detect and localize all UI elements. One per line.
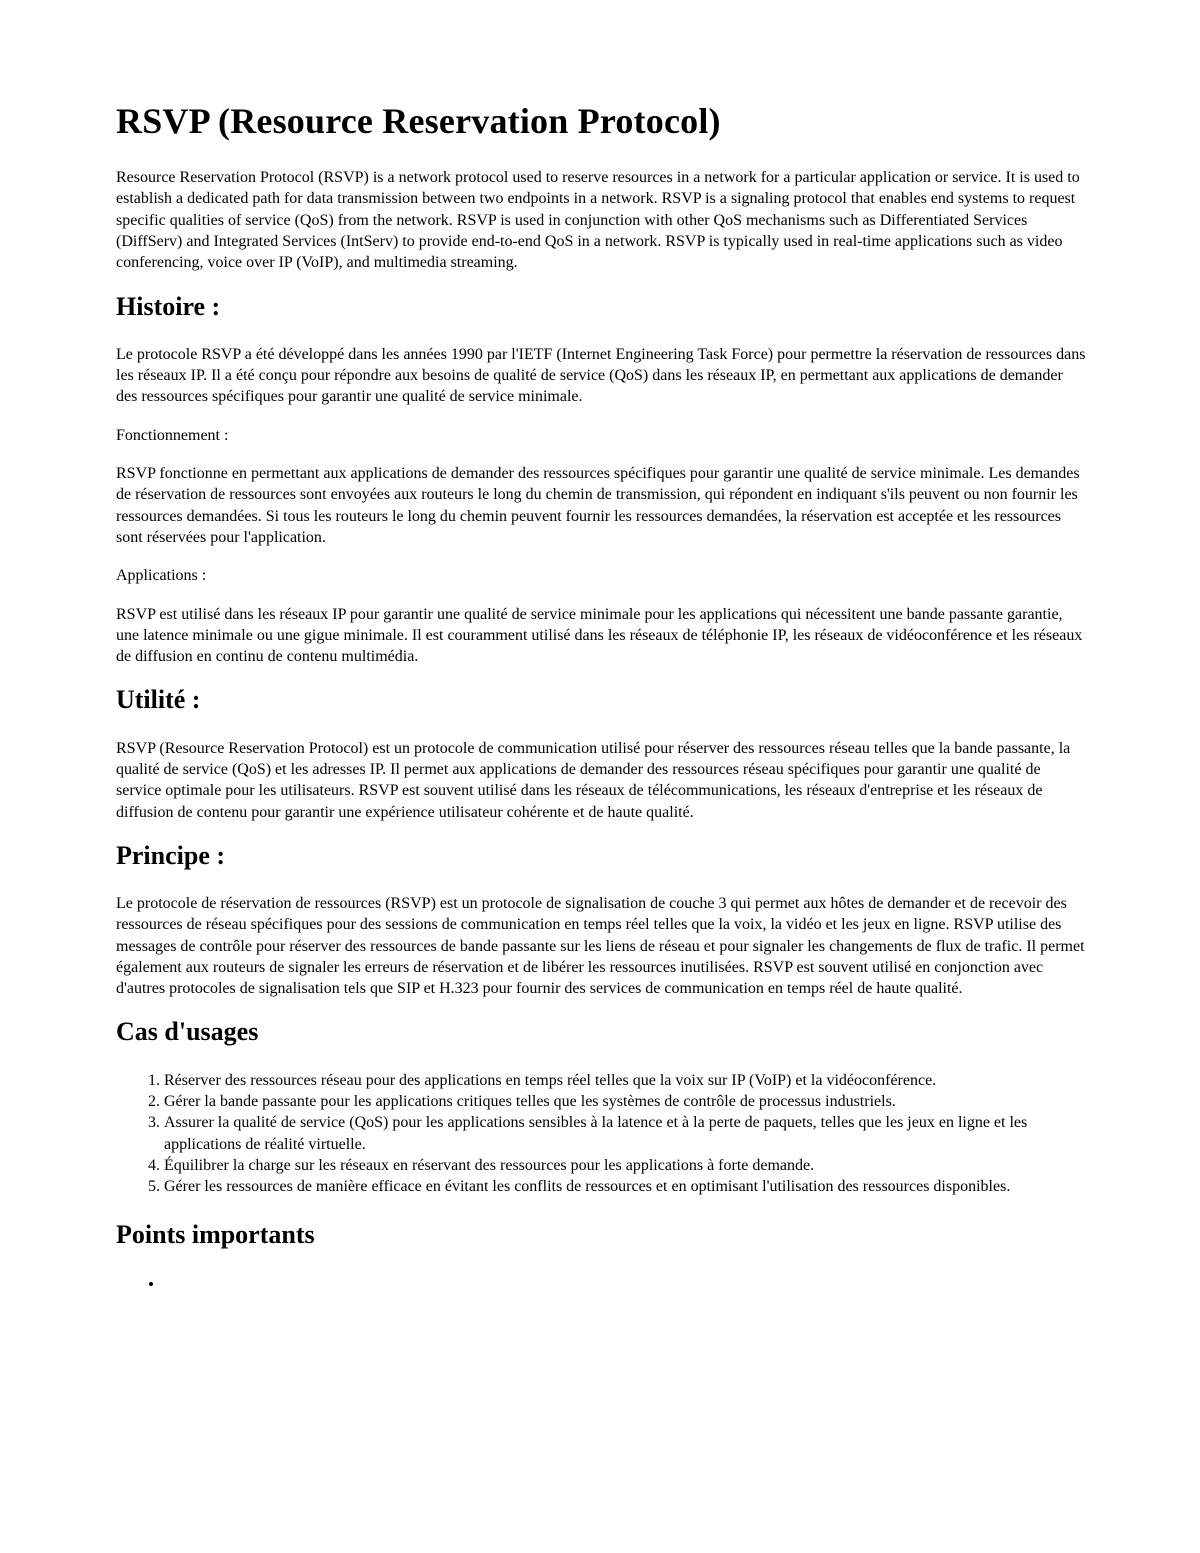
cas-usages-heading: Cas d'usages: [116, 1017, 259, 1047]
utilite-heading: Utilité :: [116, 685, 201, 715]
points-importants-list: [116, 1273, 1086, 1294]
applications-label: Applications :: [116, 567, 207, 585]
histoire-paragraph: Le protocole RSVP a été développé dans les années 1990 par l'IETF (Internet Engineering Task Force) pour permettre la réservation de ressources dans les réseaux IP. Il a été conçu pour répondre aux besoins de qualité de service (QoS) dans les réseaux IP, en permettant aux applications de demander des ressources spécifiques pour garantir une qualité de service minimale.: [116, 345, 1086, 406]
list-item: 4. Équilibrer la charge sur les réseaux en réservant des ressources pour les applications à forte demande.: [164, 1155, 1086, 1176]
cas-usages-list: [116, 1070, 1086, 1198]
list-item: 2. Gérer la bande passante pour les applications critiques telles que les systèmes de contrôle de processus industriels.: [164, 1091, 1086, 1112]
fonctionnement-label: Fonctionnement :: [116, 426, 229, 444]
principe-heading: Principe :: [116, 840, 226, 870]
list-item: 3. Assurer la qualité de service (QoS) pour les applications sensibles à la latence et à la perte de paquets, telles que les jeux en ligne et les applications de réalité virtuelle.: [164, 1112, 1086, 1155]
intro-paragraph: Resource Reservation Protocol (RSVP) is a network protocol used to reserve resources in a network for a particular application or service. It is used to establish a dedicated path for data transmission between two endpoints in a network. RSVP is a signaling protocol that enables end systems to request specific qualities of service (QoS) from the network. RSVP is used in conjunction with other QoS mechanisms such as Differentiated Services (DiffServ) and Integrated Services (IntServ) to provide end-to-end QoS in a network. RSVP is typically used in real-time applications such as video conferencing, voice over IP (VoIP), and multimedia streaming.: [116, 169, 1080, 272]
fonctionnement-paragraph: RSVP fonctionne en permettant aux applications de demander des ressources spécifiques pour garantir une qualité de service minimale. Les demandes de réservation de ressources sont envoyées aux routeurs le long du chemin de transmission, qui répondent en indiquant s'ils peuvent ou non fournir les ressources demandées. Si tous les routeurs le long du chemin peuvent fournir les ressources demandées, la réservation est acceptée et les ressources sont réservées pour l'application.: [116, 465, 1080, 546]
document-page: [116, 100, 1086, 1294]
applications-paragraph: RSVP est utilisé dans les réseaux IP pour garantir une qualité de service minimale pour les applications qui nécessitent une bande passante garantie, une latence minimale ou une gigue minimale. Il est couramment utilisé dans les réseaux de téléphonie IP, les réseaux de vidéoconférence et les réseaux de diffusion en continu de contenu multimédia.: [116, 605, 1083, 666]
principe-paragraph: Le protocole de réservation de ressources (RSVP) est un protocole de signalisation de couche 3 qui permet aux hôtes de demander et de recevoir des ressources de réseau spécifiques pour des sessions de communication en temps réel telles que la voix, la vidéo et les jeux en ligne. RSVP utilise des messages de contrôle pour réserver des ressources de bande passante sur les liens de réseau et pour signaler les changements de flux de trafic. Il permet également aux routeurs de signaler les erreurs de réservation et de libérer les ressources inutilisées. RSVP est souvent utilisé en conjonction avec d'autres protocoles de signalisation tels que SIP et H.323 pour fournir des services de communication en temps réel de haute qualité.: [116, 894, 1085, 998]
points-importants-heading: Points importants: [116, 1220, 315, 1250]
utilite-paragraph: RSVP (Resource Reservation Protocol) est un protocole de communication utilisé pour réserver des ressources réseau telles que la bande passante, la qualité de service (QoS) et les adresses IP. Il permet aux applications de demander des ressources réseau spécifiques pour garantir une qualité de service optimale pour les utilisateurs. RSVP est souvent utilisé dans les réseaux de télécommunications, les réseaux d'entreprise et les réseaux de diffusion de contenu pour garantir une expérience utilisateur cohérente et de haute qualité.: [116, 739, 1071, 821]
histoire-heading: Histoire :: [116, 291, 221, 321]
list-item: 5. Gérer les ressources de manière efficace en évitant les conflits de ressources et en optimisant l'utilisation des ressources disponibles.: [164, 1176, 1086, 1197]
list-item: 1. Réserver des ressources réseau pour des applications en temps réel telles que la voix sur IP (VoIP) et la vidéoconférence.: [164, 1070, 1086, 1091]
list-item: [164, 1273, 1086, 1294]
page-title: RSVP (Resource Reservation Protocol): [116, 101, 721, 141]
